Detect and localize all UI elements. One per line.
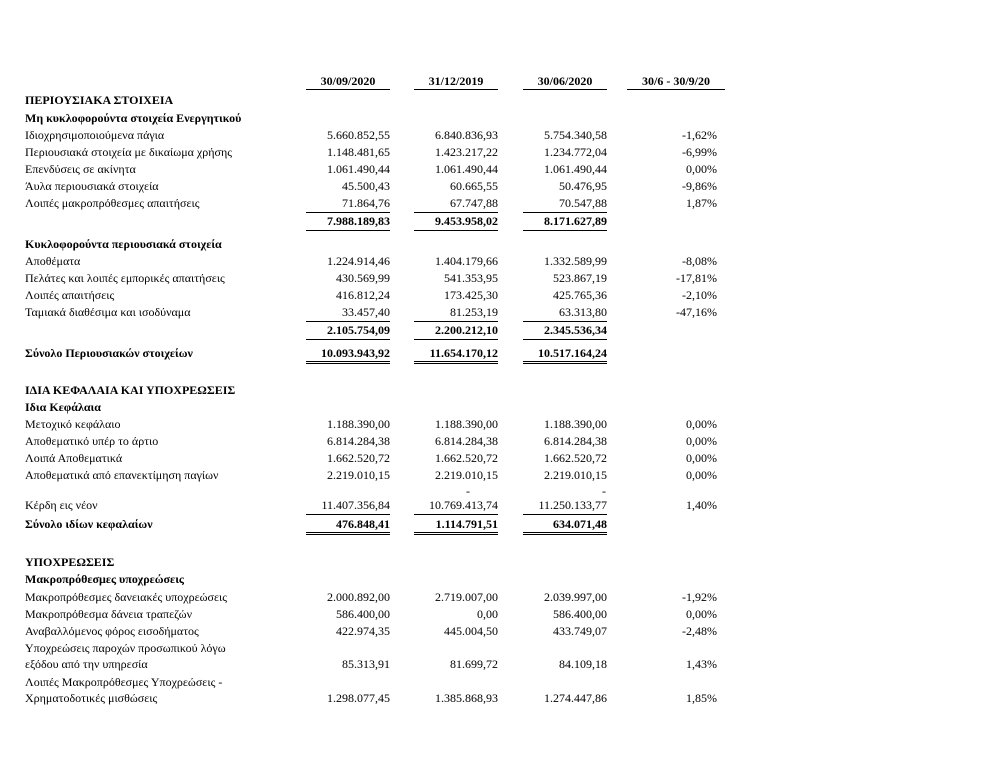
value-30-06-2020: 6.814.284,38 — [544, 434, 607, 448]
value-31-12-2019: 1.385.868,93 — [435, 691, 498, 705]
double-underline — [523, 361, 607, 362]
value-30-06-2020: 433.749,07 — [553, 624, 607, 638]
value-change-pct: 0,00% — [686, 607, 717, 621]
equity-total-30-06-2020: 634.071,48 — [553, 517, 607, 531]
value-30-06-2020: 2.039.997,00 — [544, 590, 607, 604]
row-label: Επενδύσεις σε ακίνητα — [25, 162, 136, 176]
value-change-pct: -1,92% — [682, 590, 717, 604]
row-label: Αποθεματικό υπέρ το άρτιο — [25, 434, 159, 448]
value-change-pct: 0,00% — [686, 162, 717, 176]
total-underline — [523, 230, 607, 231]
subtotal-line — [306, 514, 390, 515]
total-underline — [306, 230, 390, 231]
double-underline — [306, 532, 390, 533]
value-30-09-2020: 586.400,00 — [336, 607, 390, 621]
header-underline — [306, 89, 390, 90]
value-30-09-2020: 1.298.077,45 — [327, 691, 390, 705]
subsection-title-noncurrent: Μη κυκλοφορούντα στοιχεία Ενεργητικού — [25, 111, 242, 125]
double-underline — [414, 361, 498, 362]
subsection-title-equity: Ιδια Κεφάλαια — [25, 400, 101, 414]
value-30-06-2020: 5.754.340,58 — [544, 128, 607, 142]
double-underline — [523, 534, 607, 535]
assets-grand-total-31-12-2019: 11.654.170,12 — [429, 346, 498, 360]
value-30-09-2020: 1.662.520,72 — [327, 451, 390, 465]
section-title-liabilities: ΥΠΟΧΡΕΩΣΕΙΣ — [25, 555, 115, 569]
dash-30-06-2020: - — [602, 484, 606, 498]
section-title-assets: ΠΕΡΙΟΥΣΙΑΚΑ ΣΤΟΙΧΕΙΑ — [25, 93, 174, 107]
value-change-pct: 1,85% — [686, 691, 717, 705]
value-30-09-2020: 416.812,24 — [336, 288, 390, 302]
current-total-30-06-2020: 2.345.536,34 — [544, 323, 607, 337]
double-underline — [414, 532, 498, 533]
double-underline — [523, 532, 607, 533]
double-underline — [414, 363, 498, 364]
value-30-06-2020: 1.274.447,86 — [544, 691, 607, 705]
double-underline — [306, 361, 390, 362]
noncurrent-total-30-09-2020: 7.988.189,83 — [327, 214, 390, 228]
subtotal-line — [306, 321, 390, 322]
value-31-12-2019: 1.188.390,00 — [435, 417, 498, 431]
double-underline — [414, 534, 498, 535]
value-30-06-2020: 425.765,36 — [553, 288, 607, 302]
value-change-pct: -17,81% — [676, 271, 717, 285]
assets-grand-total-30-09-2020: 10.093.943,92 — [321, 346, 390, 360]
value-change-pct: 0,00% — [686, 451, 717, 465]
value-31-12-2019: 541.353,95 — [444, 271, 498, 285]
value-30-06-2020: 523.867,19 — [553, 271, 607, 285]
total-underline — [306, 339, 390, 340]
value-30-06-2020: 586.400,00 — [553, 607, 607, 621]
value-change-pct: 1,43% — [686, 657, 717, 671]
row-label-line-1: Υποχρεώσεις παροχών προσωπικού λόγω — [25, 641, 226, 655]
subsection-title-current: Κυκλοφορούντα περιουσιακά στοιχεία — [25, 237, 222, 251]
value-30-06-2020: 63.313,80 — [559, 305, 607, 319]
value-30-09-2020: 2.000.892,00 — [327, 590, 390, 604]
value-change-pct: -2,48% — [682, 624, 717, 638]
value-30-09-2020: 1.061.490,44 — [327, 162, 390, 176]
value-30-06-2020: 1.061.490,44 — [544, 162, 607, 176]
value-31-12-2019: 1.061.490,44 — [435, 162, 498, 176]
value-change-pct: -6,99% — [682, 145, 717, 159]
value-31-12-2019: 1.662.520,72 — [435, 451, 498, 465]
header-underline — [627, 89, 725, 90]
value-change-pct: 0,00% — [686, 434, 717, 448]
row-label: Αποθεματικά από επανεκτίμηση παγίων — [25, 468, 219, 482]
value-change-pct: -1,62% — [682, 128, 717, 142]
value-30-09-2020: 71.864,76 — [342, 196, 390, 210]
value-change-pct: -8,08% — [682, 254, 717, 268]
value-31-12-2019: 6.840.836,93 — [435, 128, 498, 142]
total-underline — [414, 230, 498, 231]
column-header-31-12-2019: 31/12/2019 — [428, 74, 484, 88]
equity-total-30-09-2020: 476.848,41 — [336, 517, 390, 531]
value-31-12-2019: 6.814.284,38 — [435, 434, 498, 448]
row-label: Μακροπρόθεσμα δάνεια τραπεζών — [25, 607, 192, 621]
value-change-pct: 0,00% — [686, 468, 717, 482]
value-30-06-2020: 2.219.010,15 — [544, 468, 607, 482]
double-underline — [306, 363, 390, 364]
value-31-12-2019: 2.219.010,15 — [435, 468, 498, 482]
equity-total-31-12-2019: 1.114.791,51 — [435, 517, 498, 531]
value-30-09-2020: 45.500,43 — [342, 179, 390, 193]
value-change-pct: 0,00% — [686, 417, 717, 431]
row-label: Κέρδη εις νέον — [25, 498, 98, 512]
value-30-09-2020: 1.148.481,65 — [327, 145, 390, 159]
value-30-06-2020: 11.250.133,77 — [538, 498, 607, 512]
column-header-change: 30/6 - 30/9/20 — [642, 74, 710, 88]
section-title-equity-liabilities: ΙΔΙΑ ΚΕΦΑΛΑΙΑ ΚΑΙ ΥΠΟΧΡΕΩΣΕΙΣ — [25, 383, 236, 397]
noncurrent-total-31-12-2019: 9.453.958,02 — [435, 214, 498, 228]
value-31-12-2019: 10.769.413,74 — [429, 498, 498, 512]
equity-total-label: Σύνολο ιδίων κεφαλαίων — [25, 517, 153, 531]
value-31-12-2019: 2.719.007,00 — [435, 590, 498, 604]
value-31-12-2019: 81.253,19 — [450, 305, 498, 319]
total-underline — [523, 339, 607, 340]
value-change-pct: -2,10% — [682, 288, 717, 302]
value-30-06-2020: 1.662.520,72 — [544, 451, 607, 465]
row-label: Ιδιοχρησιμοποιούμενα πάγια — [25, 128, 165, 142]
row-label-line-2: εξόδου από την υπηρεσία — [25, 657, 148, 671]
value-30-06-2020: 1.188.390,00 — [544, 417, 607, 431]
row-label: Πελάτες και λοιπές εμπορικές απαιτήσεις — [25, 271, 225, 285]
current-total-31-12-2019: 2.200.212,10 — [435, 323, 498, 337]
current-total-30-09-2020: 2.105.754,09 — [327, 323, 390, 337]
value-31-12-2019: 0,00 — [477, 607, 498, 621]
value-change-pct: -47,16% — [676, 305, 717, 319]
value-change-pct: 1,40% — [686, 498, 717, 512]
value-31-12-2019: 1.423.217,22 — [435, 145, 498, 159]
column-header-30-09-2020: 30/09/2020 — [320, 74, 376, 88]
row-label: Λοιπά Αποθεματικά — [25, 451, 123, 465]
dash-31-12-2019: - — [466, 484, 470, 498]
column-header-30-06-2020: 30/06/2020 — [537, 74, 593, 88]
assets-grand-total-30-06-2020: 10.517.164,24 — [538, 346, 607, 360]
subtotal-line — [414, 321, 498, 322]
subtotal-line — [523, 321, 607, 322]
row-label: Μετοχικό κεφάλαιο — [25, 417, 121, 431]
value-30-06-2020: 1.332.589,99 — [544, 254, 607, 268]
double-underline — [523, 363, 607, 364]
value-31-12-2019: 445.004,50 — [444, 624, 498, 638]
row-label-line-1: Λοιπές Μακροπρόθεσμες Υποχρεώσεις - — [25, 675, 223, 689]
value-31-12-2019: 67.747,88 — [450, 196, 498, 210]
noncurrent-total-30-06-2020: 8.171.627,89 — [544, 214, 607, 228]
header-underline — [414, 89, 498, 90]
subtotal-line — [414, 212, 498, 213]
value-30-06-2020: 50.476,95 — [559, 179, 607, 193]
value-30-09-2020: 2.219.010,15 — [327, 468, 390, 482]
value-change-pct: -9,86% — [682, 179, 717, 193]
subtotal-line — [414, 514, 498, 515]
row-label-line-2: Χρηματοδοτικές μισθώσεις — [25, 691, 158, 705]
row-label: Λοιπές μακροπρόθεσμες απαιτήσεις — [25, 196, 200, 210]
value-31-12-2019: 81.699,72 — [450, 657, 498, 671]
value-31-12-2019: 60.665,55 — [450, 179, 498, 193]
double-underline — [306, 534, 390, 535]
row-label: Αποθέματα — [25, 254, 81, 268]
value-30-09-2020: 1.188.390,00 — [327, 417, 390, 431]
value-30-09-2020: 5.660.852,55 — [327, 128, 390, 142]
value-30-09-2020: 33.457,40 — [342, 305, 390, 319]
row-label: Ταμιακά διαθέσιμα και ισοδύναμα — [25, 305, 191, 319]
subtotal-line — [523, 514, 607, 515]
value-30-09-2020: 430.569,99 — [336, 271, 390, 285]
assets-grand-total-label: Σύνολο Περιουσιακών στοιχείων — [25, 346, 193, 360]
row-label: Λοιπές απαιτήσεις — [25, 288, 115, 302]
value-30-06-2020: 70.547,88 — [559, 196, 607, 210]
row-label: Μακροπρόθεσμες δανειακές υποχρεώσεις — [25, 590, 228, 604]
value-30-09-2020: 422.974,35 — [336, 624, 390, 638]
subtotal-line — [523, 212, 607, 213]
value-30-09-2020: 11.407.356,84 — [321, 498, 390, 512]
value-30-06-2020: 1.234.772,04 — [544, 145, 607, 159]
header-underline — [523, 89, 607, 90]
value-change-pct: 1,87% — [686, 196, 717, 210]
value-30-09-2020: 6.814.284,38 — [327, 434, 390, 448]
value-30-09-2020: 1.224.914,46 — [327, 254, 390, 268]
subtotal-line — [306, 212, 390, 213]
row-label: Άυλα περιουσιακά στοιχεία — [25, 179, 159, 193]
value-30-09-2020: 85.313,91 — [342, 657, 390, 671]
row-label: Αναβαλλόμενος φόρος εισοδήματος — [25, 624, 199, 638]
total-underline — [414, 339, 498, 340]
row-label: Περιουσιακά στοιχεία με δικαίωμα χρήσης — [25, 145, 232, 159]
subsection-title-long-term: Μακροπρόθεσμες υποχρεώσεις — [25, 572, 184, 586]
value-30-06-2020: 84.109,18 — [559, 657, 607, 671]
value-31-12-2019: 1.404.179,66 — [435, 254, 498, 268]
value-31-12-2019: 173.425,30 — [444, 288, 498, 302]
